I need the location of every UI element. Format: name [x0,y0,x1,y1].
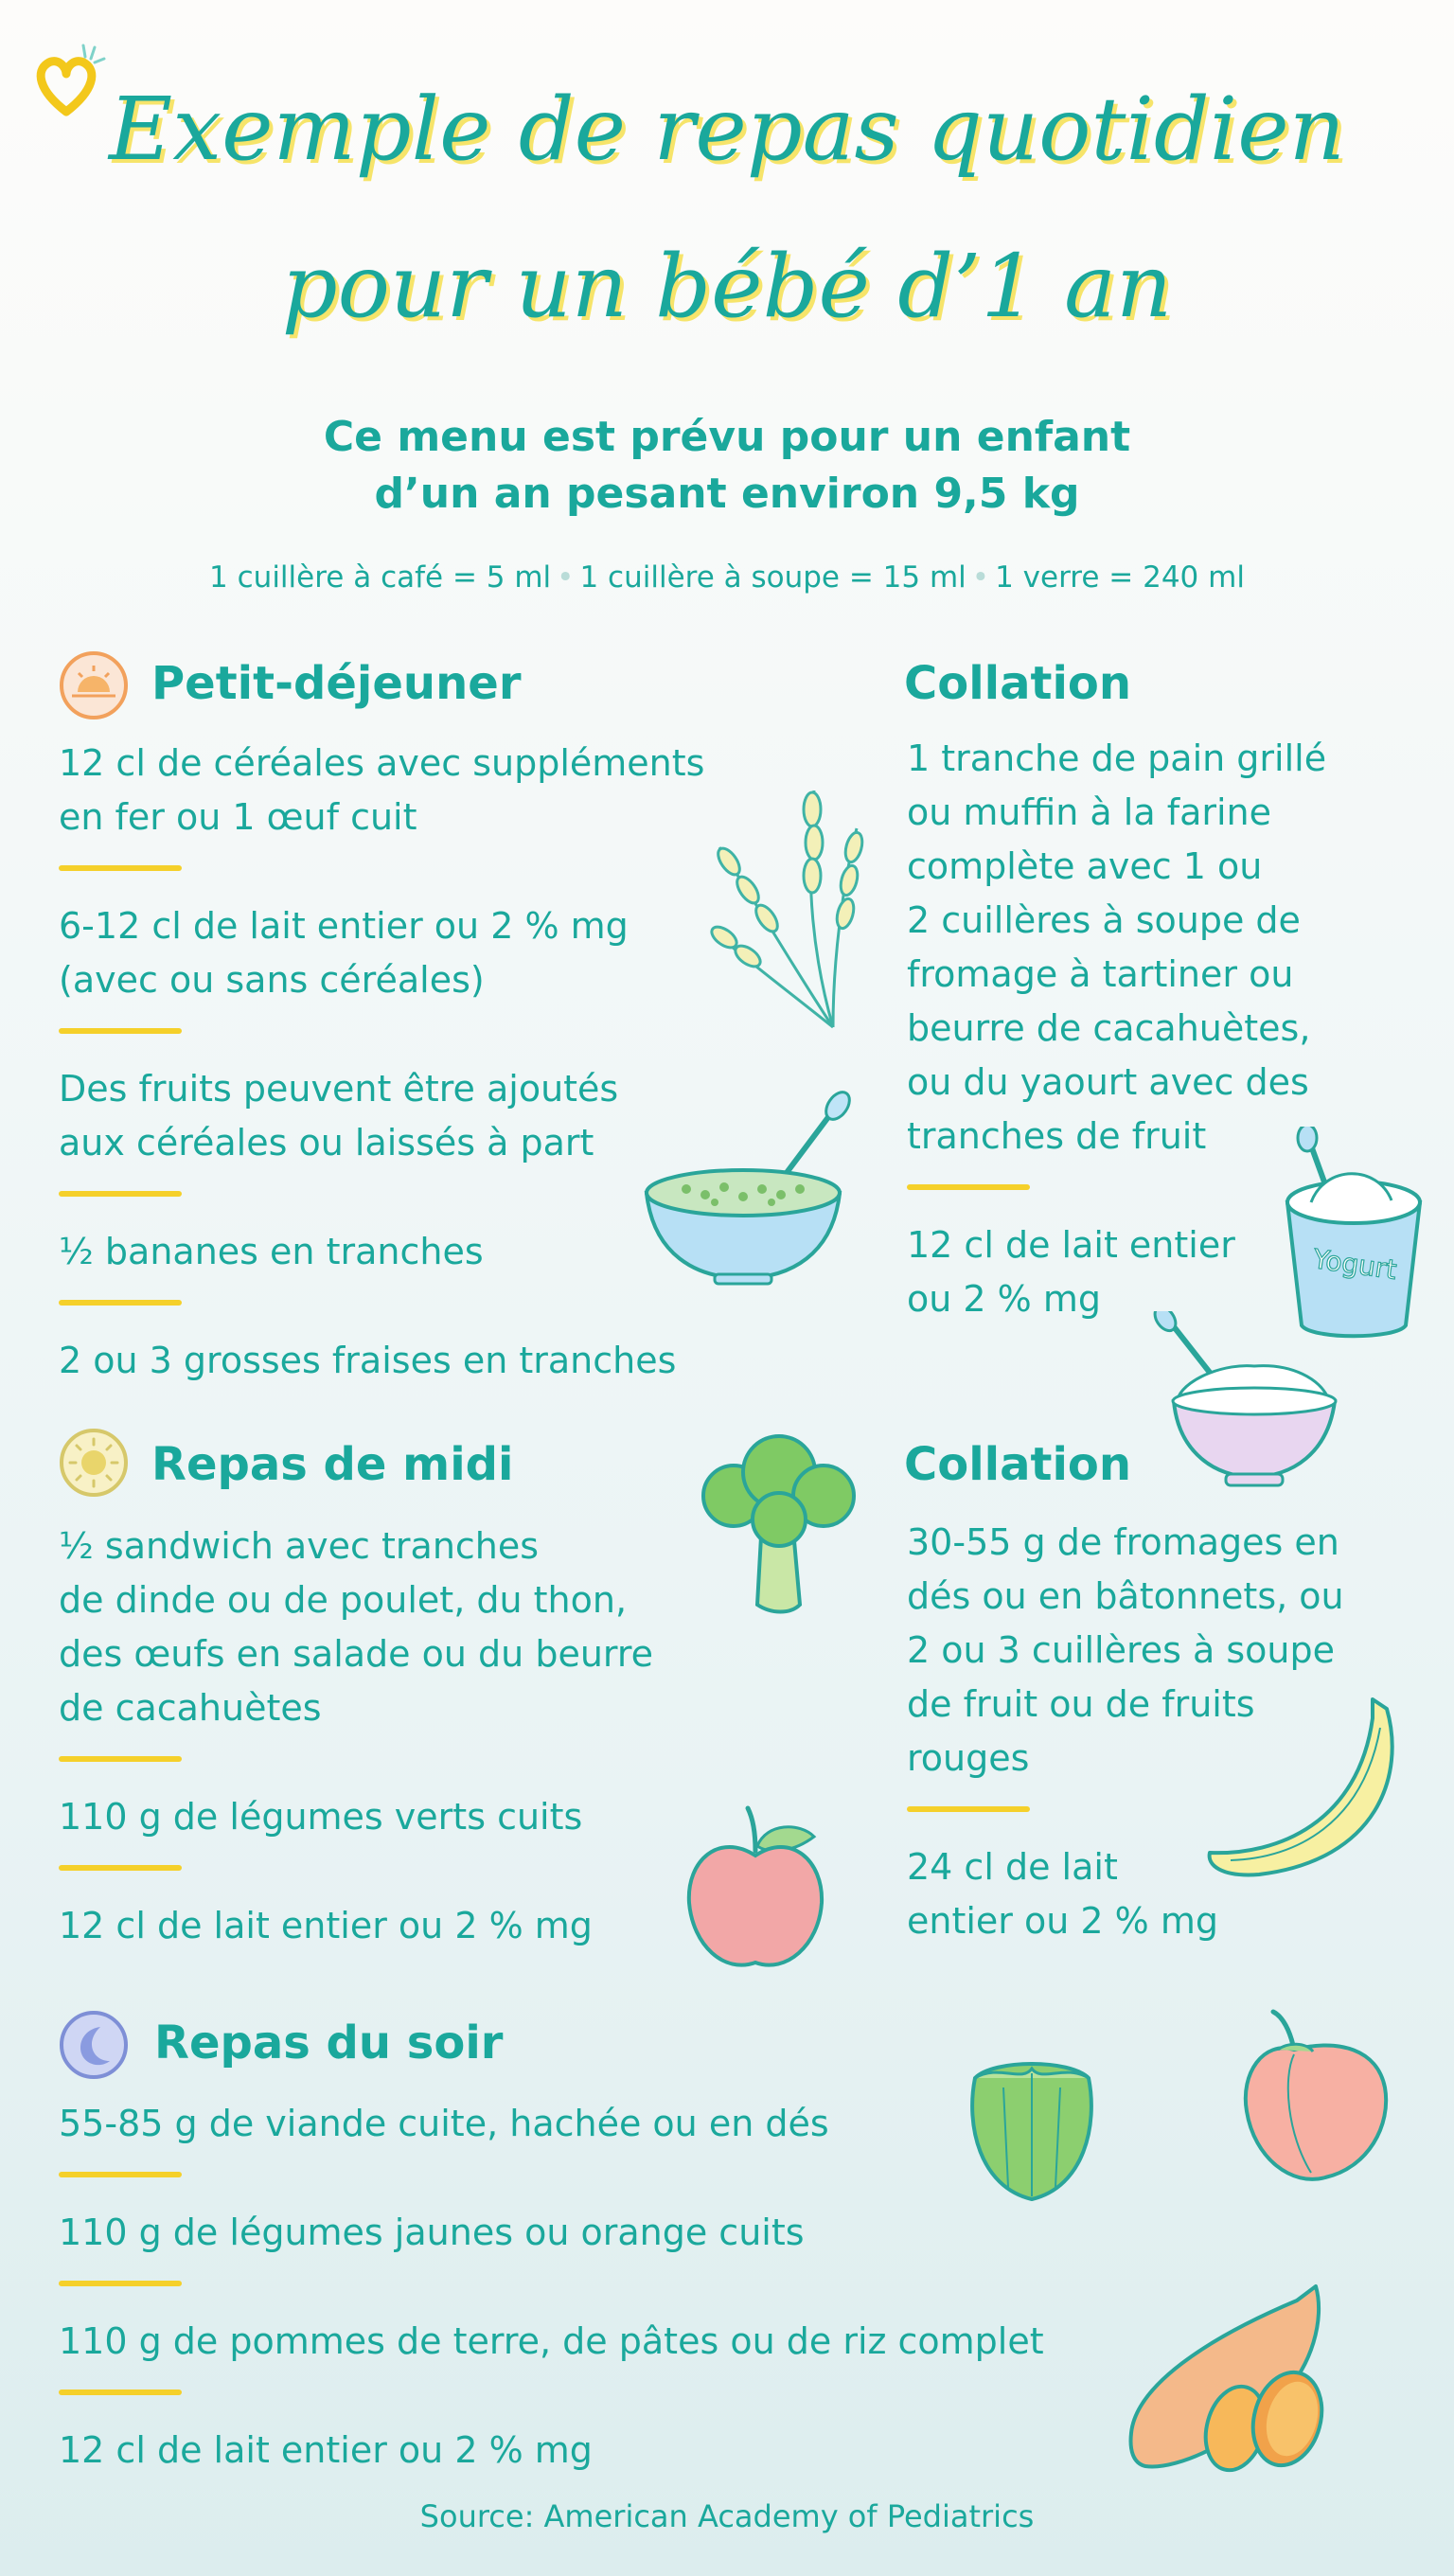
item-line: 55-85 g de viande cuite, hachée ou en dés [59,2103,829,2144]
divider [59,1756,182,1762]
subtitle [0,409,1454,523]
snack1-title: Collation [904,657,1132,710]
item-line: en fer ou 1 œuf cuit [59,796,417,838]
lettuce-illustration-icon [956,2040,1108,2206]
item-line: tranches de fruit [907,1115,1207,1157]
item-line: 6-12 cl de lait entier ou 2 % mg [59,905,629,947]
divider [59,1865,182,1871]
measures-line [0,557,1454,598]
dinner-item [59,2424,1100,2478]
bell-pepper-illustration-icon [1235,2002,1396,2192]
item-line: 12 cl de lait entier ou 2 % mg [59,2429,593,2471]
item-line: 2 cuillères à soupe de [907,899,1301,941]
lunch-item [59,1899,778,1953]
item-line: 24 cl de lait [907,1846,1118,1888]
divider [907,1806,1030,1812]
item-line: aux céréales ou laissés à part [59,1122,594,1164]
item-line: de cacahuètes [59,1687,322,1729]
item-line: 110 g de pommes de terre, de pâtes ou de riz complet [59,2320,1044,2362]
item-line: ½ sandwich avec tranches [59,1525,540,1567]
snack2-title: Collation [904,1438,1132,1491]
divider [59,2172,182,2177]
divider [59,865,182,871]
item-line: 110 g de légumes jaunes ou orange cuits [59,2212,805,2253]
sunrise-icon [59,650,125,717]
dinner-item [59,2097,1100,2151]
breakfast-item [59,1334,778,1388]
item-line: Des fruits peuvent être ajoutés [59,1068,619,1110]
subtitle-line1: Ce menu est prévu pour un enfant [323,413,1131,461]
divider [907,1184,1030,1190]
item-line: 30-55 g de fromages en [907,1521,1339,1563]
lunch-item [59,1790,778,1844]
divider [59,1300,182,1306]
item-line: de fruit ou de fruits [907,1683,1255,1725]
sweet-potato-illustration-icon [1122,2282,1354,2480]
separator-dot: • [557,560,575,595]
item-line: dés ou en bâtonnets, ou [907,1575,1344,1617]
item-line: entier ou 2 % mg [907,1900,1218,1942]
divider [59,2389,182,2395]
breakfast-title: Petit-déjeuner [151,657,522,710]
divider [59,2281,182,2286]
sun-icon [59,1428,125,1494]
lunch-item [59,1519,778,1735]
measure-teaspoon: 1 cuillère à café = 5 ml [209,560,552,595]
lunch-title: Repas de midi [151,1438,514,1491]
page-title-line1: Exemple de repas quotidien [109,79,1345,180]
item-line: 12 cl de lait entier ou 2 % mg [59,1905,593,1946]
dinner-item [59,2206,1100,2260]
item-line: 2 ou 3 cuillères à soupe [907,1629,1335,1671]
item-line: complète avec 1 ou [907,845,1263,887]
item-line: ou du yaourt avec des [907,1061,1309,1103]
source-credit: Source: American Academy of Pediatrics [419,2498,1035,2534]
item-line: rouges [907,1737,1030,1779]
breakfast-item [59,899,778,1007]
lunch-list [59,1519,778,1953]
dinner-item [59,2315,1100,2369]
item-line: (avec ou sans céréales) [59,959,485,1001]
broccoli-illustration-icon [696,1430,861,1619]
banana-illustration-icon [1202,1690,1406,1879]
item-line: de dinde ou de poulet, du thon, [59,1579,628,1621]
cottage-cheese-bowl-illustration-icon [1150,1311,1354,1496]
snack1-item [907,732,1437,1164]
divider [59,1191,182,1197]
item-line: 110 g de légumes verts cuits [59,1796,583,1838]
item-line: 2 ou 3 grosses fraises en tranches [59,1340,677,1381]
item-line: des œufs en salade ou du beurre [59,1633,654,1675]
cereal-bowl-illustration-icon [639,1089,857,1288]
breakfast-list [59,737,778,1388]
moon-icon [59,2010,125,2076]
apple-illustration-icon [682,1803,828,1974]
divider [59,1028,182,1034]
dinner-list [59,2097,1100,2478]
page-title-line2: pour un bébé d’1 an [281,236,1173,337]
item-line: 12 cl de céréales avec suppléments [59,742,705,784]
dinner-title: Repas du soir [154,2016,504,2070]
subtitle-line2: d’un an pesant environ 9,5 kg [374,470,1080,518]
item-line: 12 cl de lait entier [907,1224,1235,1266]
wheat-illustration-icon [700,772,871,1032]
item-line: ½ bananes en tranches [59,1231,484,1272]
breakfast-item [59,737,778,844]
measure-glass: 1 verre = 240 ml [995,560,1245,595]
item-line: fromage à tartiner ou [907,953,1294,995]
separator-dot: • [971,560,990,595]
measure-tablespoon: 1 cuillère à soupe = 15 ml [579,560,966,595]
yogurt-label: Yogurt [1311,1243,1399,1287]
item-line: 1 tranche de pain grillé [907,737,1327,779]
item-line: beurre de cacahuètes, [907,1007,1311,1049]
item-line: ou muffin à la farine [907,791,1272,833]
item-line: ou 2 % mg [907,1278,1101,1320]
